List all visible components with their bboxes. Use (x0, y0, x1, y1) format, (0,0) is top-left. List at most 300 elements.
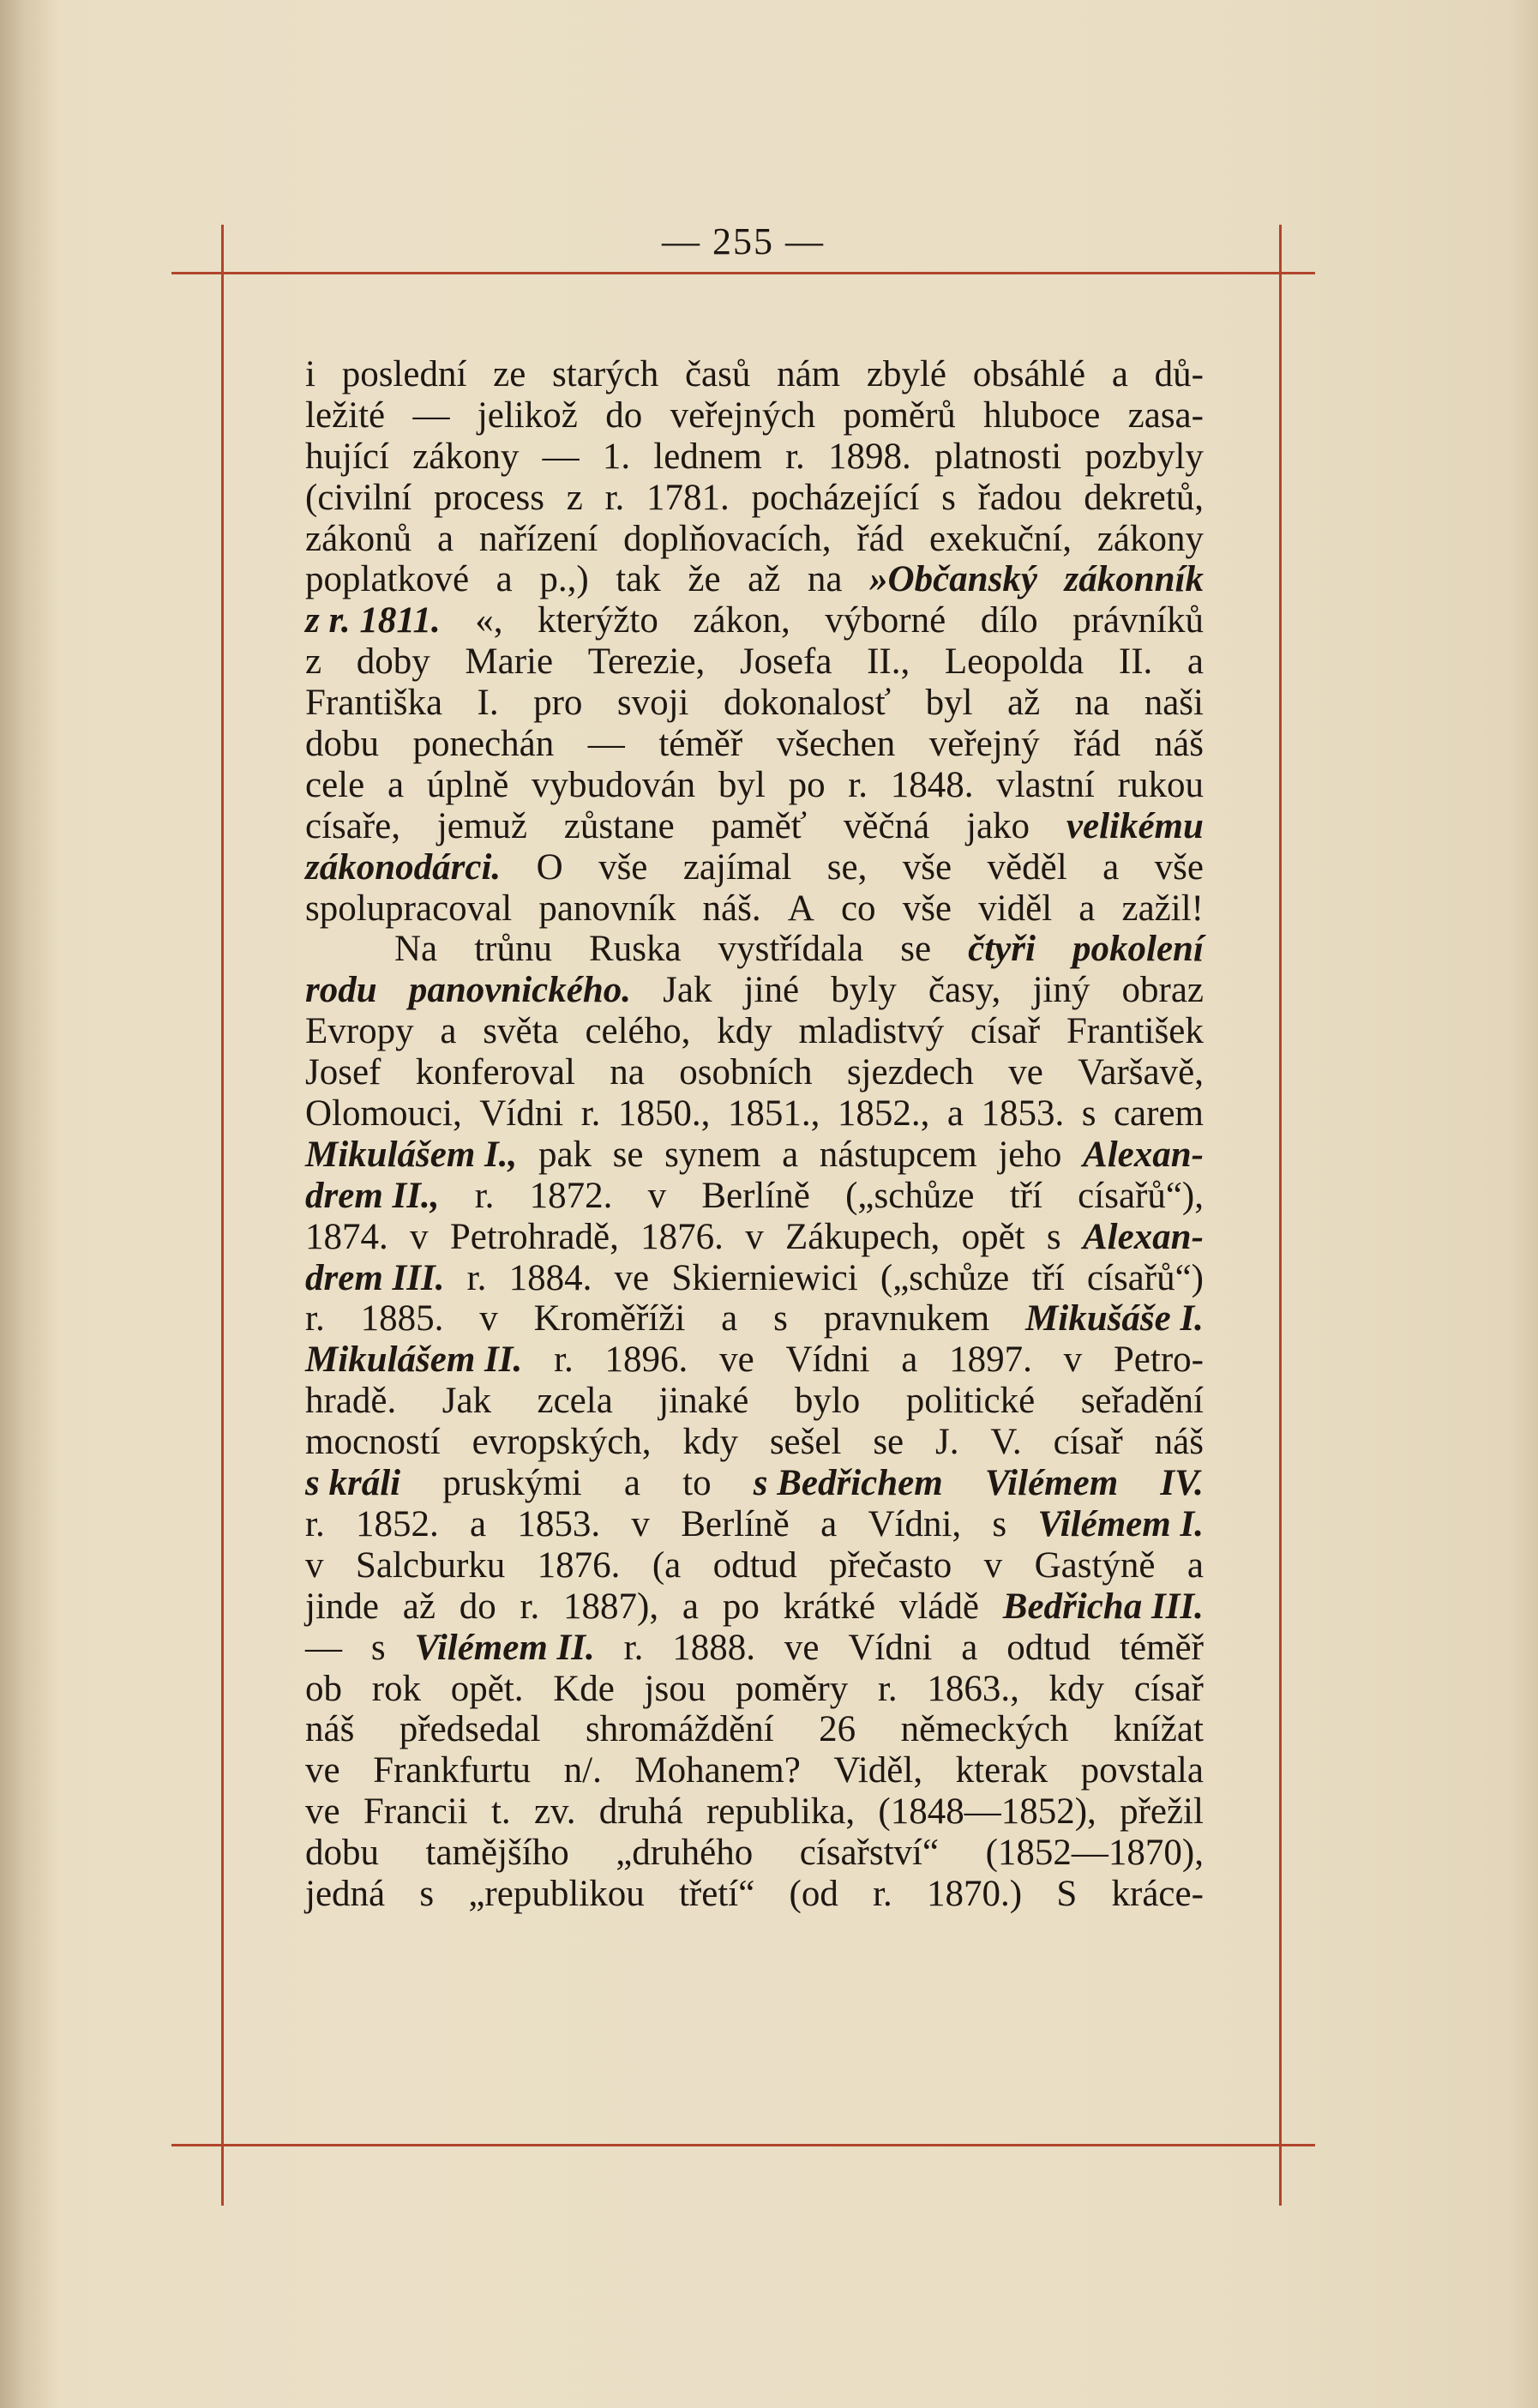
frame-left-rule (221, 272, 224, 2195)
word: vše (902, 846, 952, 888)
body-text (305, 354, 1204, 1915)
word: 1897. (949, 1339, 1032, 1381)
word: jinaké (658, 1381, 749, 1422)
word: spolupracoval (305, 888, 513, 929)
word: krátké (783, 1586, 876, 1627)
word: a (1187, 1544, 1204, 1586)
bottom-rule (171, 2144, 1315, 2146)
word: trůnu (474, 929, 552, 970)
word: jiné (743, 970, 800, 1011)
text-line (305, 395, 1204, 436)
word: — (542, 436, 580, 477)
page-spine-shadow (0, 0, 60, 2408)
word: ve (784, 1627, 820, 1668)
word: 1853. (517, 1503, 601, 1544)
word: poměry (735, 1668, 849, 1709)
word: řád (1073, 724, 1121, 765)
word: a (496, 559, 513, 600)
word: pak (538, 1134, 592, 1175)
word: v (410, 1216, 429, 1257)
text-line (305, 1750, 1204, 1791)
word: 1870.) (927, 1873, 1023, 1914)
word: Vídni, (868, 1503, 962, 1544)
word: náš (1154, 1422, 1204, 1463)
word: „republikou (468, 1873, 645, 1914)
word: náš (305, 1709, 355, 1750)
word: císařů“) (1086, 1257, 1204, 1298)
italic-word: Mikušáše I. (1025, 1298, 1204, 1339)
word: ve (719, 1339, 754, 1381)
word: nařízení (478, 518, 598, 559)
word: časů (684, 354, 751, 394)
italic-word: Vilémem II. (414, 1627, 595, 1668)
word: a (436, 518, 454, 559)
text-line (305, 1874, 1204, 1915)
word: se (612, 1134, 644, 1175)
word: povstala (1080, 1750, 1204, 1791)
word: doplňovacích, (623, 518, 832, 559)
word: exekuční, (929, 518, 1072, 559)
word: že (688, 559, 721, 600)
word: Leopolda (944, 641, 1084, 683)
word: třetí“ (678, 1873, 755, 1914)
word: Ruska (589, 929, 682, 970)
word: dobu (305, 724, 379, 765)
word: r. (623, 1627, 644, 1668)
word: Petro- (1113, 1339, 1204, 1381)
word: r. (604, 477, 625, 518)
word: Olomouci, (305, 1093, 462, 1135)
italic-word: pokolení (1072, 929, 1204, 970)
word: řád (856, 518, 904, 559)
word: veřejných (670, 394, 816, 436)
word: jedná (305, 1873, 386, 1914)
word: jeho (998, 1134, 1062, 1175)
word: tamějšího (425, 1833, 569, 1874)
italic-word: Alexan- (1082, 1216, 1204, 1257)
word: Josefa (739, 641, 832, 683)
text-line (305, 1093, 1204, 1135)
word: jiný (1032, 970, 1090, 1011)
word: r. (580, 1093, 601, 1135)
text-line (305, 1463, 1204, 1504)
word: poplatkové (305, 559, 470, 600)
word: Františka (305, 683, 443, 724)
word: do (605, 394, 643, 436)
word: nástupcem (819, 1134, 977, 1175)
word: ob (305, 1668, 342, 1709)
word: Evropy (305, 1011, 414, 1052)
word: mladistvý (798, 1011, 945, 1052)
text-line (305, 1135, 1204, 1176)
word: bylo (794, 1381, 861, 1422)
word: 1850., (617, 1093, 711, 1135)
word: dílo (980, 600, 1038, 641)
word: poměrů (843, 394, 956, 436)
word: r. (305, 1298, 325, 1339)
word: r. (305, 1503, 325, 1544)
word: Berlíně (701, 1175, 810, 1216)
word: František (1066, 1011, 1204, 1052)
word: opět (961, 1216, 1025, 1257)
word: p.,) (539, 559, 589, 600)
text-line (305, 683, 1204, 724)
word: a (901, 1339, 918, 1381)
italic-word: s Bedřichem (753, 1463, 943, 1504)
word: n/. (563, 1750, 602, 1791)
word: a (623, 1463, 640, 1504)
word: a (1187, 641, 1204, 683)
word: celého, (585, 1011, 691, 1052)
word: A (787, 888, 814, 929)
italic-word: Mikulášem I., (305, 1134, 518, 1175)
word: 1874. (305, 1216, 388, 1257)
word: II., (867, 641, 910, 683)
word: Kde (553, 1668, 615, 1709)
word: předsedal (399, 1709, 541, 1750)
word: r. (873, 1873, 892, 1914)
word: pozbyly (1084, 436, 1204, 477)
word: Petrohradě, (449, 1216, 619, 1257)
word: 1876. (640, 1216, 724, 1257)
word: svoji (616, 683, 689, 724)
word: 1888. (672, 1627, 755, 1668)
text-line (305, 1791, 1204, 1833)
word: Jak (442, 1381, 492, 1422)
word: a (682, 1586, 700, 1627)
word: zůstane (563, 805, 675, 846)
word: pro (533, 683, 583, 724)
word: zv. (533, 1791, 576, 1833)
word: rukou (1117, 764, 1204, 805)
word: z (305, 641, 322, 683)
text-line (305, 929, 1204, 970)
text-line (305, 641, 1204, 683)
word: v (983, 1544, 1003, 1586)
word: dů- (1154, 354, 1204, 394)
word: ve (305, 1791, 340, 1833)
word: viděl (978, 888, 1053, 929)
italic-word: s králi (305, 1463, 401, 1504)
word: O (536, 846, 563, 888)
word: císařství“ (799, 1833, 940, 1874)
word: v (647, 1175, 667, 1216)
word: 1876. (537, 1544, 621, 1586)
word: sjezdech (846, 1052, 974, 1093)
word: (civilní (305, 477, 412, 518)
word: dokonalosť (723, 683, 892, 724)
word: a (820, 1503, 838, 1544)
word: (a (652, 1544, 682, 1586)
word: vystřídala (718, 929, 864, 970)
word: J. (935, 1422, 959, 1463)
word: evropských, (472, 1422, 652, 1463)
word: jako (966, 805, 1030, 846)
word: ležité (305, 394, 386, 436)
word: r. (554, 1339, 574, 1381)
word: zákony (1096, 518, 1204, 559)
word: sešel (769, 1422, 842, 1463)
word: ponechán (412, 724, 555, 765)
text-line (305, 1709, 1204, 1750)
word: věděl (987, 846, 1067, 888)
word: Vídni (479, 1093, 564, 1135)
word: zajímal (682, 846, 792, 888)
text-line (305, 970, 1204, 1011)
word: kterýžto (537, 600, 658, 641)
word: synem (664, 1134, 761, 1175)
word: jelikož (477, 394, 578, 436)
word: a (782, 1134, 799, 1175)
word: opět. (450, 1668, 524, 1709)
word: s (370, 1627, 386, 1668)
text-line (305, 1217, 1204, 1258)
word: republika, (706, 1791, 856, 1833)
word: světa (483, 1011, 559, 1052)
top-rule (171, 272, 1315, 274)
word: s (1081, 1093, 1096, 1135)
text-line (305, 1052, 1204, 1093)
text-line (305, 354, 1204, 395)
word: („schůze (845, 1175, 975, 1216)
italic-word: velikému (1066, 805, 1204, 846)
word: věčná (843, 805, 930, 846)
word: carem (1113, 1093, 1204, 1135)
word: na (807, 559, 843, 600)
text-line (305, 888, 1204, 930)
word: Varšavě, (1078, 1052, 1204, 1093)
word: s (941, 477, 956, 518)
word: v (1063, 1339, 1083, 1381)
word: na (610, 1052, 645, 1093)
word: náš. (702, 888, 761, 929)
word: Vídni (785, 1339, 870, 1381)
word: Terezie, (587, 641, 706, 683)
word: vybudován (532, 764, 696, 805)
word: všechen (776, 724, 896, 765)
word: shromáždění (586, 1709, 774, 1750)
word: zbylé (866, 354, 946, 394)
word: císař (1053, 1422, 1123, 1463)
text-line (305, 765, 1204, 806)
italic-word: »Občanský (869, 559, 1037, 600)
word: po (722, 1586, 760, 1627)
word: tak (616, 559, 661, 600)
italic-word: Vilémem I. (1037, 1503, 1204, 1544)
word: jemuž (436, 805, 527, 846)
word: nám (777, 354, 841, 394)
word: II. (1118, 641, 1153, 683)
text-line (305, 1176, 1204, 1217)
word: 1884. (508, 1257, 592, 1298)
word: řadou (977, 477, 1062, 518)
word: tří (1009, 1175, 1042, 1216)
word: vše (902, 888, 952, 929)
word: — (412, 394, 450, 436)
word: platnosti (934, 436, 1062, 477)
word: ve (614, 1257, 650, 1298)
word: obsáhlé (972, 354, 1086, 394)
word: Skierniewici (671, 1257, 858, 1298)
word: s (419, 1873, 435, 1914)
word: — (305, 1627, 342, 1668)
italic-word: IV. (1160, 1463, 1204, 1504)
word: téměř (658, 724, 743, 765)
word: r. (520, 1586, 540, 1627)
text-line (305, 1011, 1204, 1052)
word: s (1046, 1216, 1061, 1257)
word: — (587, 724, 625, 765)
word: cele (305, 764, 365, 805)
text-line (305, 1381, 1204, 1422)
word: naši (1144, 683, 1204, 724)
word: a (1078, 888, 1096, 929)
text-line (305, 1339, 1204, 1381)
text-line (305, 847, 1204, 888)
word: a (961, 1627, 978, 1668)
bottom-left-tick (221, 2144, 224, 2206)
word: seřadění (1080, 1381, 1204, 1422)
word: Viděl, (833, 1750, 923, 1791)
word: Zákupech, (785, 1216, 940, 1257)
word: německých (900, 1709, 1069, 1750)
word: r. (466, 1257, 487, 1298)
text-line (305, 1628, 1204, 1669)
word: a (721, 1298, 738, 1339)
word: knížat (1113, 1709, 1204, 1750)
word: císaře, (305, 805, 401, 846)
word: Berlíně (681, 1503, 790, 1544)
word: 1872. (529, 1175, 613, 1216)
word: na (1074, 683, 1110, 724)
word: zcela (537, 1381, 613, 1422)
italic-word: zákonník (1064, 559, 1204, 600)
frame-right-rule (1279, 272, 1282, 2195)
word: pruskými (442, 1463, 582, 1504)
text-line (305, 559, 1204, 600)
text-line (305, 806, 1204, 847)
word: 1853. (981, 1093, 1065, 1135)
word: (1848—1852), (878, 1791, 1096, 1833)
word: druhá (598, 1791, 683, 1833)
word: ze (493, 354, 526, 394)
word: vše (1154, 846, 1204, 888)
word: Vídni (848, 1627, 933, 1668)
word: 1887), (563, 1586, 659, 1627)
word: císař (970, 1011, 1041, 1052)
word: zákonů (305, 518, 412, 559)
word: byl (718, 764, 766, 805)
word: tří (1031, 1257, 1065, 1298)
word: zasa- (1127, 394, 1204, 436)
word: mocností (305, 1422, 441, 1463)
word: rok (371, 1668, 422, 1709)
text-line (305, 1422, 1204, 1463)
word: kráce- (1111, 1873, 1204, 1914)
word: 26 (819, 1709, 856, 1750)
word: odtud (1006, 1627, 1091, 1668)
word: téměř (1120, 1627, 1204, 1668)
word: dekretů, (1084, 477, 1204, 518)
word: 1781. (646, 477, 730, 518)
word: císařů“), (1078, 1175, 1204, 1216)
word: až (748, 559, 781, 600)
word: 1848. (890, 764, 974, 805)
word: jsou (644, 1668, 706, 1709)
text-line (305, 1504, 1204, 1545)
word: časy, (928, 970, 1001, 1011)
italic-word: z r. 1811. (305, 600, 441, 641)
word: Jak (663, 970, 712, 1011)
text-line (305, 478, 1204, 519)
italic-word: Bedřicha III. (1002, 1586, 1204, 1627)
word: kdy (682, 1422, 738, 1463)
word: přečasto (829, 1544, 952, 1586)
word: I. (477, 683, 499, 724)
word: 1898. (828, 436, 911, 477)
word: pocházející (751, 477, 920, 518)
word: se (873, 1422, 904, 1463)
word: Francii (363, 1791, 468, 1833)
word: kdy (1048, 1668, 1105, 1709)
word: 1896. (604, 1339, 688, 1381)
italic-word: Vilémem (984, 1463, 1119, 1504)
word: („schůze (880, 1257, 1010, 1298)
word: panovník (538, 888, 676, 929)
bottom-right-tick (1279, 2144, 1282, 2206)
word: výborné (825, 600, 946, 641)
word: pravnukem (823, 1298, 990, 1339)
word: ve (305, 1750, 340, 1791)
word: «, (475, 600, 503, 641)
word: konferoval (415, 1052, 575, 1093)
word: hradě. (305, 1381, 397, 1422)
word: a (946, 1093, 964, 1135)
word: v (479, 1298, 498, 1339)
word: a (1102, 846, 1120, 888)
word: až (1007, 683, 1041, 724)
word: ve (1008, 1052, 1043, 1093)
word: r. (877, 1668, 898, 1709)
word: císař (1133, 1668, 1204, 1709)
word: se, (826, 846, 868, 888)
word: zákon, (693, 600, 790, 641)
text-line (305, 1833, 1204, 1874)
text-line (305, 519, 1204, 560)
word: (od (789, 1873, 838, 1914)
word: starých (552, 354, 659, 394)
word: jinde (305, 1586, 379, 1627)
word: paměť (711, 805, 808, 846)
word: v (745, 1216, 764, 1257)
word: r. (848, 764, 868, 805)
italic-word: drem III. (305, 1257, 445, 1298)
word: doby (356, 641, 430, 683)
word: i (305, 354, 315, 394)
text-line (305, 1298, 1204, 1339)
italic-word: Mikulášem II. (305, 1339, 523, 1381)
word: a (1111, 354, 1128, 394)
word: do (459, 1586, 496, 1627)
word: Salcburku (355, 1544, 506, 1586)
word: r. (785, 436, 805, 477)
word: 1885. (360, 1298, 444, 1339)
word: Mohanem? (634, 1750, 801, 1791)
italic-word: drem II., (305, 1175, 440, 1216)
text-line (305, 1258, 1204, 1299)
word: obraz (1121, 970, 1204, 1011)
word: po (788, 764, 826, 805)
